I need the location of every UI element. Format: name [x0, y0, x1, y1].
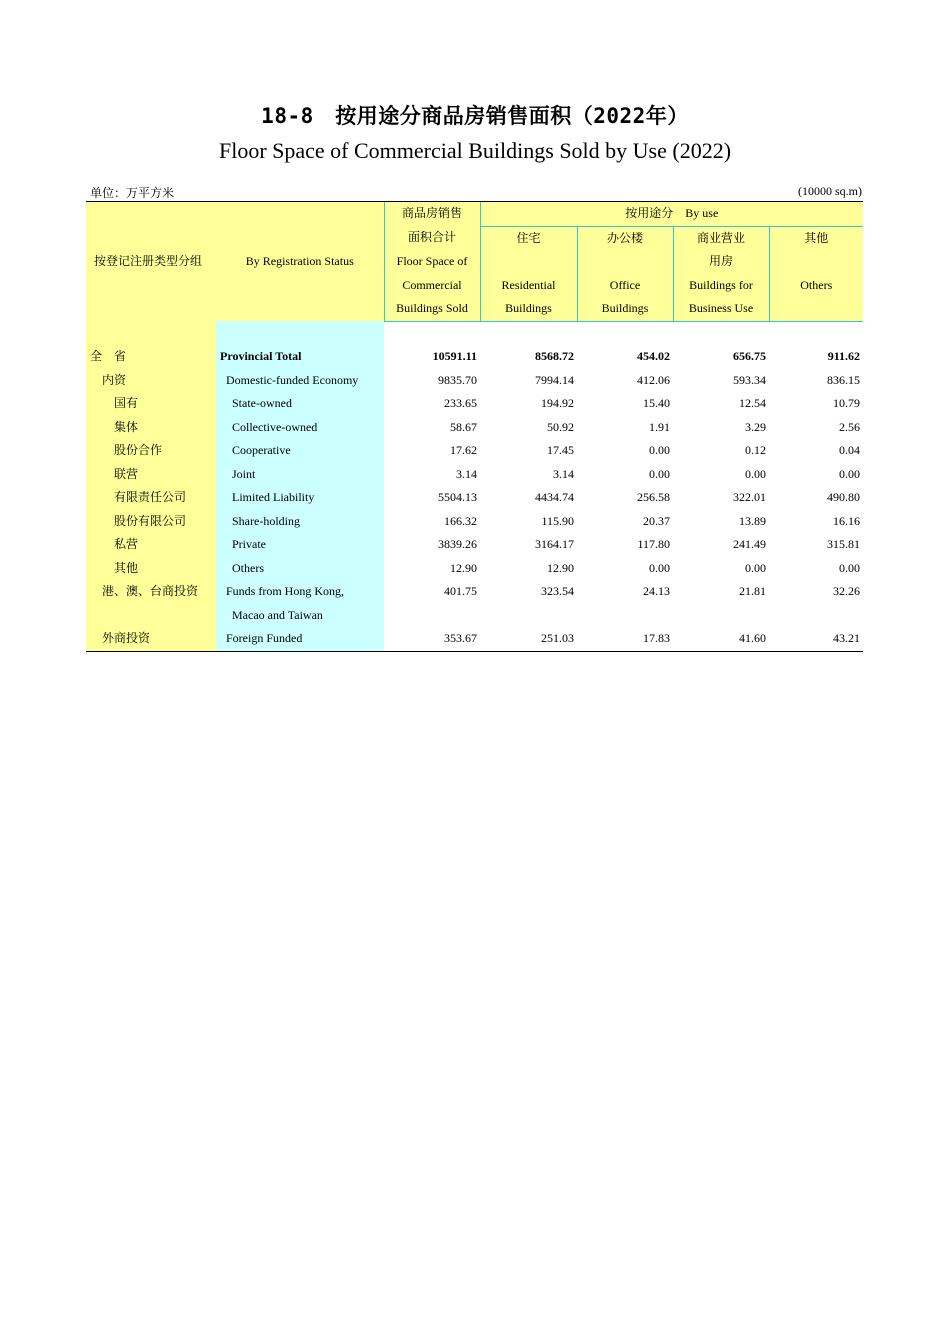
cell-total: 5504.13: [438, 490, 477, 504]
header-total-en-2: Commercial: [384, 274, 480, 298]
cell-total: 9835.70: [438, 372, 477, 387]
cell-others: 16.16: [833, 513, 861, 528]
unit-label-en: (10000 sq.m): [798, 184, 862, 198]
cell-business: 322.01: [733, 490, 766, 504]
row-label-cn: 有限责任公司: [86, 486, 216, 510]
cell-residential: 12.90: [547, 560, 574, 575]
cell-office: 17.83: [577, 627, 673, 651]
table-row: [86, 627, 863, 651]
cell-office: 24.13: [643, 584, 670, 598]
cell-office: 0.00: [649, 443, 670, 457]
cell-others: 315.81: [827, 537, 861, 551]
cell-others: 490.80: [827, 490, 861, 504]
row-label-en: State-owned: [216, 392, 384, 416]
header-group-cn: 按登记注册类型分组: [86, 202, 216, 322]
cell-others: 911.62: [827, 349, 861, 363]
cell-business: 656.75: [733, 349, 766, 363]
header-business-en-2: Business Use: [673, 297, 769, 321]
header-by-use-en: By use: [685, 206, 719, 220]
table-row: [86, 580, 863, 604]
row-label-en: Share-holding: [216, 510, 384, 534]
cell-others: 0.00: [839, 466, 861, 481]
table-row: [86, 392, 863, 416]
cell-office: 412.06: [637, 372, 670, 387]
cell-office: 454.02: [637, 349, 670, 363]
row-label-cn: 港、澳、台商投资: [86, 580, 216, 604]
row-label-cn: 国有: [86, 392, 216, 416]
row-label-en: Cooperative: [216, 439, 384, 463]
header-residential-cn: 住宅: [480, 226, 577, 250]
row-label-en: Provincial Total: [216, 345, 384, 369]
cell-business: 12.54: [739, 396, 766, 410]
cell-residential: 115.90: [541, 513, 574, 528]
row-label-en: Joint: [216, 463, 384, 487]
cell-office: 1.91: [649, 419, 670, 434]
table-row: [86, 439, 863, 463]
table-row: [86, 557, 863, 581]
cell-business: 41.60: [673, 627, 769, 651]
cell-total: 17.62: [450, 443, 477, 457]
row-label-en: Private: [216, 533, 384, 557]
header-office-en-2: Buildings: [577, 297, 673, 321]
cell-residential: 50.92: [547, 419, 574, 434]
row-label-en: Limited Liability: [216, 486, 384, 510]
row-label-en: Foreign Funded: [216, 627, 384, 651]
cell-residential: 17.45: [547, 443, 574, 457]
cell-others: 0.04: [839, 443, 861, 457]
table-row-continuation: [86, 604, 863, 628]
cell-residential: 323.54: [541, 584, 574, 598]
header-total-en-3: Buildings Sold: [384, 297, 480, 321]
cell-office: 20.37: [643, 513, 670, 528]
table-row: [86, 345, 863, 369]
header-business-cn-2: 用房: [673, 250, 769, 274]
row-label-cn: 私营: [86, 533, 216, 557]
row-label-en: Funds from Hong Kong,: [216, 580, 384, 604]
row-label-cn: 全 省: [86, 345, 216, 369]
header-others-en: Others: [769, 274, 863, 298]
cell-office: 15.40: [643, 396, 670, 410]
header-others-cn: 其他: [769, 226, 863, 250]
row-label-cn: 股份合作: [86, 439, 216, 463]
header-total-cn-2: 面积合计: [384, 226, 480, 250]
header-office-en-1: Office: [577, 274, 673, 298]
header-residential-en-1: Residential: [480, 274, 577, 298]
cell-total: 3.14: [456, 466, 477, 481]
cell-residential: 3164.17: [535, 537, 574, 551]
cell-total: 10591.11: [432, 349, 477, 363]
row-label-cn: 股份有限公司: [86, 510, 216, 534]
header-others-en-blank: [769, 297, 863, 321]
row-label-cn: 其他: [86, 557, 216, 581]
cell-business: 3.29: [745, 419, 766, 434]
cell-others: 836.15: [827, 372, 861, 387]
page-title-cn: 18-8 按用途分商品房销售面积（2022年）: [261, 104, 689, 128]
table-row: [86, 486, 863, 510]
row-label-cn: 联营: [86, 463, 216, 487]
header-by-use: [480, 202, 863, 227]
cell-business: 0.12: [745, 443, 766, 457]
cell-others: 0.00: [839, 560, 861, 575]
cell-residential: 3.14: [553, 466, 574, 481]
cell-business: 241.49: [733, 537, 766, 551]
cell-others: 43.21: [769, 627, 863, 651]
cell-residential: 8568.72: [535, 349, 574, 363]
table-row: [86, 510, 863, 534]
cell-others: 2.56: [839, 419, 861, 434]
cell-total: 401.75: [444, 584, 477, 598]
cell-others: 10.79: [833, 396, 861, 410]
header-total-en-1: Floor Space of: [384, 250, 480, 274]
cell-total: 58.67: [450, 419, 477, 434]
row-label-en: Others: [216, 557, 384, 581]
cell-office: 0.00: [649, 560, 670, 575]
cell-residential: 4434.74: [535, 490, 574, 504]
row-label-cn: 外商投资: [86, 627, 216, 651]
cell-office: 117.80: [637, 537, 670, 551]
row-label-en: Domestic-funded Economy: [216, 369, 384, 393]
header-total-cn-1: 商品房销售: [384, 202, 480, 227]
cell-business: 0.00: [745, 466, 766, 481]
cell-others: 32.26: [833, 584, 861, 598]
row-label-en-continued: Macao and Taiwan: [216, 604, 384, 628]
table-row: [86, 463, 863, 487]
cell-business: 593.34: [733, 372, 766, 387]
header-by-use-cn: 按用途分: [625, 206, 674, 220]
cell-residential: 251.03: [480, 627, 577, 651]
page-title-en: Floor Space of Commercial Buildings Sold by Use (2022): [218, 138, 732, 163]
cell-total: 353.67: [384, 627, 480, 651]
floor-space-table: [86, 201, 863, 652]
cell-business: 21.81: [739, 584, 766, 598]
table-row: [86, 533, 863, 557]
table-row: [86, 416, 863, 440]
cell-office: 0.00: [649, 466, 670, 481]
header-office-cn: 办公楼: [577, 226, 673, 250]
unit-label-cn: 单位：万平方米: [90, 186, 175, 200]
cell-residential: 7994.14: [535, 372, 574, 387]
row-label-cn: 集体: [86, 416, 216, 440]
header-group-en: By Registration Status: [216, 202, 384, 322]
cell-office: 256.58: [637, 490, 670, 504]
cell-total: 12.90: [450, 560, 477, 575]
header-business-en-1: Buildings for: [673, 274, 769, 298]
cell-total: 166.32: [444, 513, 477, 528]
cell-residential: 194.92: [541, 396, 574, 410]
table-row: [86, 369, 863, 393]
cell-total: 233.65: [444, 396, 477, 410]
cell-business: 0.00: [745, 560, 766, 575]
row-label-cn: 内资: [86, 369, 216, 393]
header-business-cn-1: 商业营业: [673, 226, 769, 250]
cell-business: 13.89: [739, 513, 766, 528]
header-residential-en-2: Buildings: [480, 297, 577, 321]
header-row-1: [86, 202, 863, 227]
row-label-en: Collective-owned: [216, 416, 384, 440]
cell-total: 3839.26: [438, 537, 477, 551]
